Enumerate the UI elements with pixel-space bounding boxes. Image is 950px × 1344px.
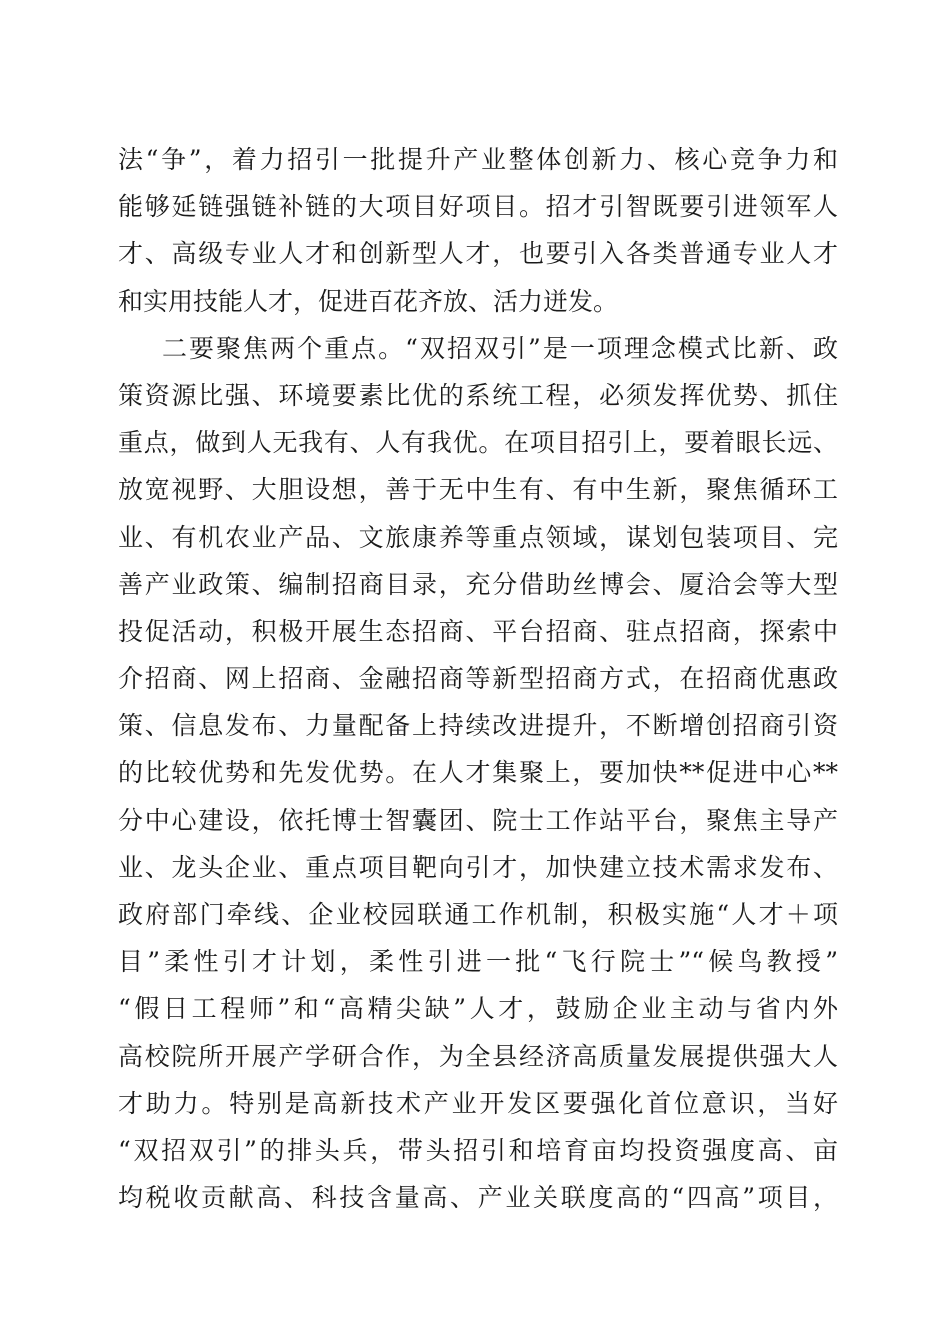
p2-line-1: 二要聚焦两个重点。“双招双引”是一项理念模式比新、政	[162, 333, 838, 363]
p2-line-4: 放宽视野、大胆设想，善于无中生有、有中生新，聚焦循环工	[118, 475, 838, 505]
p1-line-2: 能够延链强链补链的大项目好项目。招才引智既要引进领军人	[118, 192, 838, 222]
p2-line-18: “双招双引”的排头兵，带头招引和培育亩均投资强度高、亩	[118, 1135, 838, 1165]
p2-line-6: 善产业政策、编制招商目录，充分借助丝博会、厦洽会等大型	[118, 569, 838, 599]
p2-line-16: 高校院所开展产学研合作，为全县经济高质量发展提供强大人	[118, 1041, 838, 1071]
p2-line-2: 策资源比强、环境要素比优的系统工程，必须发挥优势、抓住	[118, 380, 838, 410]
p2-line-17: 才助力。特别是高新技术产业开发区要强化首位意识，当好	[118, 1088, 838, 1118]
p1-line-3: 才、高级专业人才和创新型人才，也要引入各类普通专业人才	[118, 239, 838, 269]
body-text	[118, 136, 838, 1221]
p2-line-8: 介招商、网上招商、金融招商等新型招商方式，在招商优惠政	[118, 664, 838, 694]
p2-line-12: 业、龙头企业、重点项目靶向引才，加快建立技术需求发布、	[118, 852, 838, 882]
p1-line-1: 法“争”，着力招引一批提升产业整体创新力、核心竞争力和	[118, 145, 838, 174]
p2-line-3: 重点，做到人无我有、人有我优。在项目招引上，要着眼长远、	[118, 428, 838, 458]
p1-line-4: 和实用技能人才，促进百花齐放、活力迸发。	[118, 286, 619, 316]
p2-line-5: 业、有机农业产品、文旅康养等重点领域，谋划包装项目、完	[118, 522, 838, 552]
p2-line-7: 投促活动，积极开展生态招商、平台招商、驻点招商，探索中	[118, 616, 838, 646]
p2-line-9: 策、信息发布、力量配备上持续改进提升，不断增创招商引资	[118, 711, 838, 741]
p2-line-14: 目”柔性引才计划，柔性引进一批“飞行院士”“候鸟教授”	[118, 947, 838, 977]
p2-line-11: 分中心建设，依托博士智囊团、院士工作站平台，聚焦主导产	[118, 805, 838, 835]
p2-line-13: 政府部门牵线、企业校园联通工作机制，积极实施“人才＋项	[118, 900, 838, 929]
p2-line-15: “假日工程师”和“高精尖缺”人才，鼓励企业主动与省内外	[118, 994, 838, 1024]
p2-line-10: 的比较优势和先发优势。在人才集聚上，要加快**促进中心**	[118, 758, 838, 788]
p2-line-19: 均税收贡献高、科技含量高、产业关联度高的“四高”项目，	[118, 1183, 838, 1213]
